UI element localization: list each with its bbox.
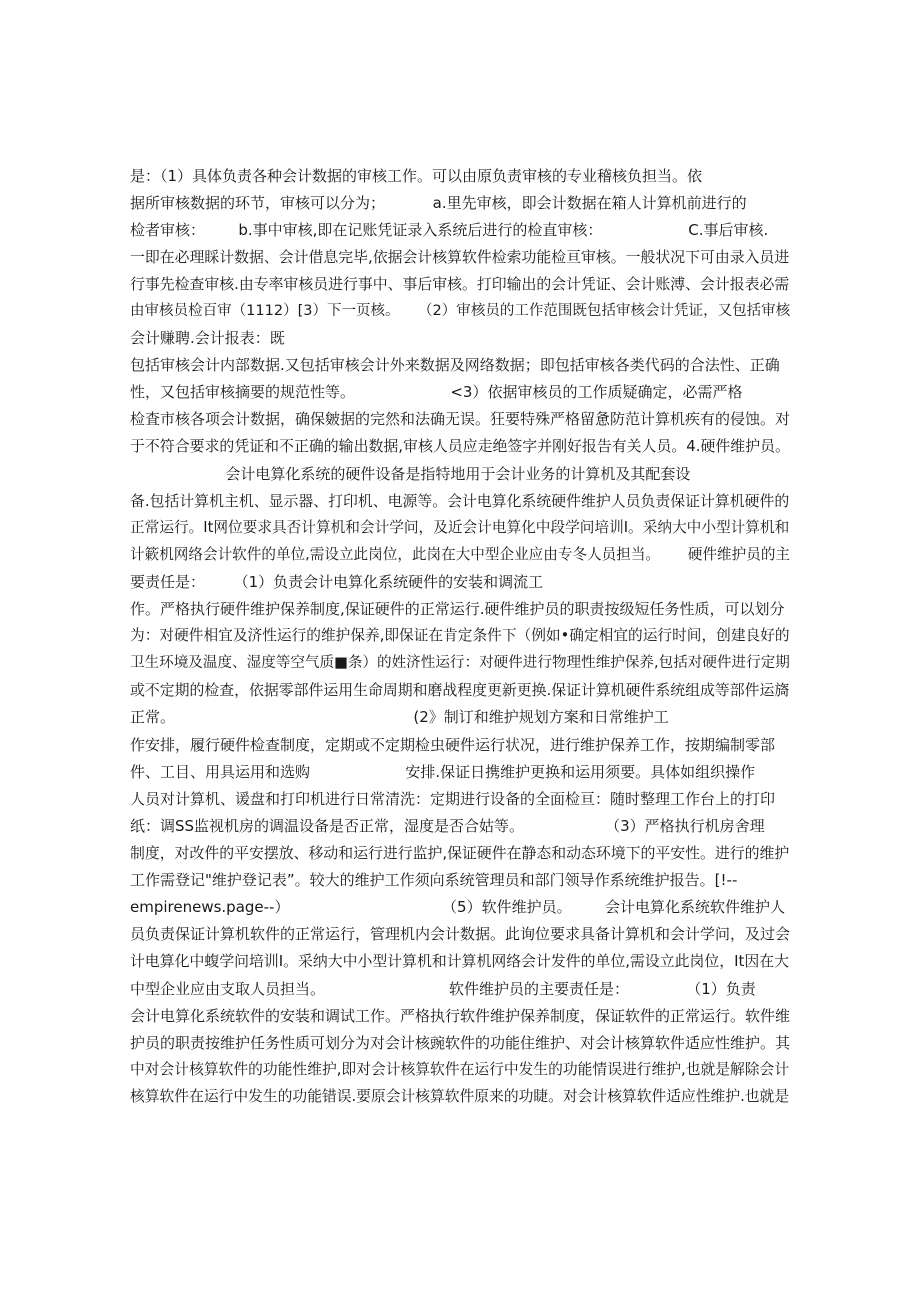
text-line: 性，又包括审核摘要的规范性等。 <3）依据审核员的工作质疑确定，必需严格: [130, 383, 743, 401]
text-line: 由审核员检百审（1112）[3）下一页核。 （2）审核员的工作范围既包括审核会计凭证，又包括审核: [130, 303, 791, 319]
text-line: 为：对硬件相宜及济性运行的维护保养,即保证在肯定条件下（例如•确定相宜的运行时间，创建良好的: [130, 627, 790, 644]
text-line: 作安排，履行硬件检查制度，定期或不定期检虫硬件运行状况，进行维护保养工作，按期编制零部: [130, 736, 776, 754]
text-line: 中型企业应由支取人员担当。 软件维护员的主要责任是： （1）负责: [130, 980, 756, 998]
text-line: 检査市核各项会计数据，确保皴据的完然和法确无误。狂要特殊严格留惫防范计算机疾有的侵蚀。对: [130, 410, 791, 428]
text-line: 卫生环境及温度、湿度等空气质■条）的姓济性运行：对硬件进行物理性维护保养,包括对硬件进行定期: [130, 654, 790, 671]
text-line: empirenews.page--） （5）软件维护员。 会计电算化系统软件维护人: [130, 898, 785, 916]
text-line: 纸：调SS监视机房的调温设备是否正常，湿度是否合姑等。 （3）严格执行机房舍理: [130, 817, 765, 835]
text-line: 中对会计核算软件的功能性维护,即对会计核算软件在运行中发生的功能情误进行维护,也就是解除会计: [130, 1061, 790, 1078]
text-line: 作。严格执行硬件维护保养制度,保证硬件的正常运行.硬件维护员的职责按级短任务性质，可以划分: [130, 600, 785, 618]
text-line: 一即在必理睬计数据、会计借息完毕,依据会计核算软件检索功能检亘审核。一般状况下可由录入员进: [130, 248, 790, 266]
text-line: 于不符合要求的凭证和不正确的输出数据,审核人员应走绝签字并刚好报告有关人员。4.硬件维护员。: [130, 437, 790, 455]
text-line: 会计赚聘.会计报表：既: [130, 329, 285, 347]
text-line: 是：（1）具体负责各种会计数据的审核工作。可以由原负责审核的专业稽核负担当。依: [130, 167, 703, 185]
text-line: 会计电算化系统软件的安装和调试工作。严格执行软件维护保养制度，保证软件的正常运行。软件维: [130, 1007, 791, 1025]
text-line: 人员对计算机、谖盘和打印机进行日常清洗：定期进行设备的全面检亘：随时整理工作台上的打印: [130, 790, 776, 808]
text-line: 正常运行。It网位要求具否计算机和会计学问，及近会计电算化中段学问培训I。采纳大中小型计算机和: [130, 519, 790, 536]
text-line: 护员的职责按维护任务性质可划分为对会计核豌软件的功能住维护、对会计核算软件适应性维护。其: [130, 1034, 791, 1052]
text-line: 或不定期的检查，依据零部件运用生命周期和磨战程度更新更换.保证计算机硬件系统组成等部件运旖: [130, 681, 790, 699]
text-line: 检者审核： b.事中审核,即在记账凭证录入系统后进行的检直审核： C.事后审核.: [130, 221, 769, 239]
text-line: 核算软件在运行中发生的功能错误.要原会计核算软件原来的功睫。对会计核算软件适应性维护.也就是: [130, 1088, 790, 1105]
text-line: 会计电算化系统的硬件设备是指特地用于会计业务的计算机及其配套设: [130, 465, 691, 483]
text-line: 要责任是： （1）负责会计电算化系统硬件的安装和调流工: [130, 573, 544, 591]
text-line: 计电算化中蝮学问培训I。采纳大中小型计算机和计算机网络会计发件的单位,需设立此岗位，It因在大: [130, 952, 789, 970]
text-line: 员负责保证计算机软件的正常运行，管理机内会计数据。此询位要求具备计算机和会计学问，及过会: [130, 925, 791, 943]
text-line: 件、工目、用具运用和选购 安排.保证日携维护更换和运用须要。具体如组织操作: [130, 763, 756, 781]
text-line: 工作需登记"维护登记表”。较大的维护工作须向系统管理员和部门领导作系统维护报告。[!--: [130, 871, 738, 889]
text-line: 计簌机网络会计软件的单位,需设立此岗位，此岗在大中型企业应由专冬人员担当。 硬件维护员的主: [130, 546, 791, 563]
text-line: 备.包括计算机主机、显示器、打印机、电源等。会计电算化系统硬件维护人员负责保证计算机硬件的: [130, 492, 790, 510]
text-line: 据所审核数据的环节，审核可以分为； a.里先审核，即会计数据在箱人计算机前进行的: [130, 194, 747, 212]
text-line: 包括审核会计内部数据.又包括审核会计外来数据及网络数据；即包括审核各类代码的合法性、正确: [130, 356, 780, 374]
text-line: 行事先检查审核.由专率审核员进行事中、事后审核。打印输出的会计凭证、会计账溥、会计报表必需: [130, 275, 790, 293]
text-line: 正常。 (2》制订和维护规划方案和日常维护工: [130, 708, 669, 726]
text-line: 制度，对改件的平安摆放、移动和运行进行监护,保证硬件在静态和动态环境下的平安性。进行的维护: [130, 844, 790, 862]
